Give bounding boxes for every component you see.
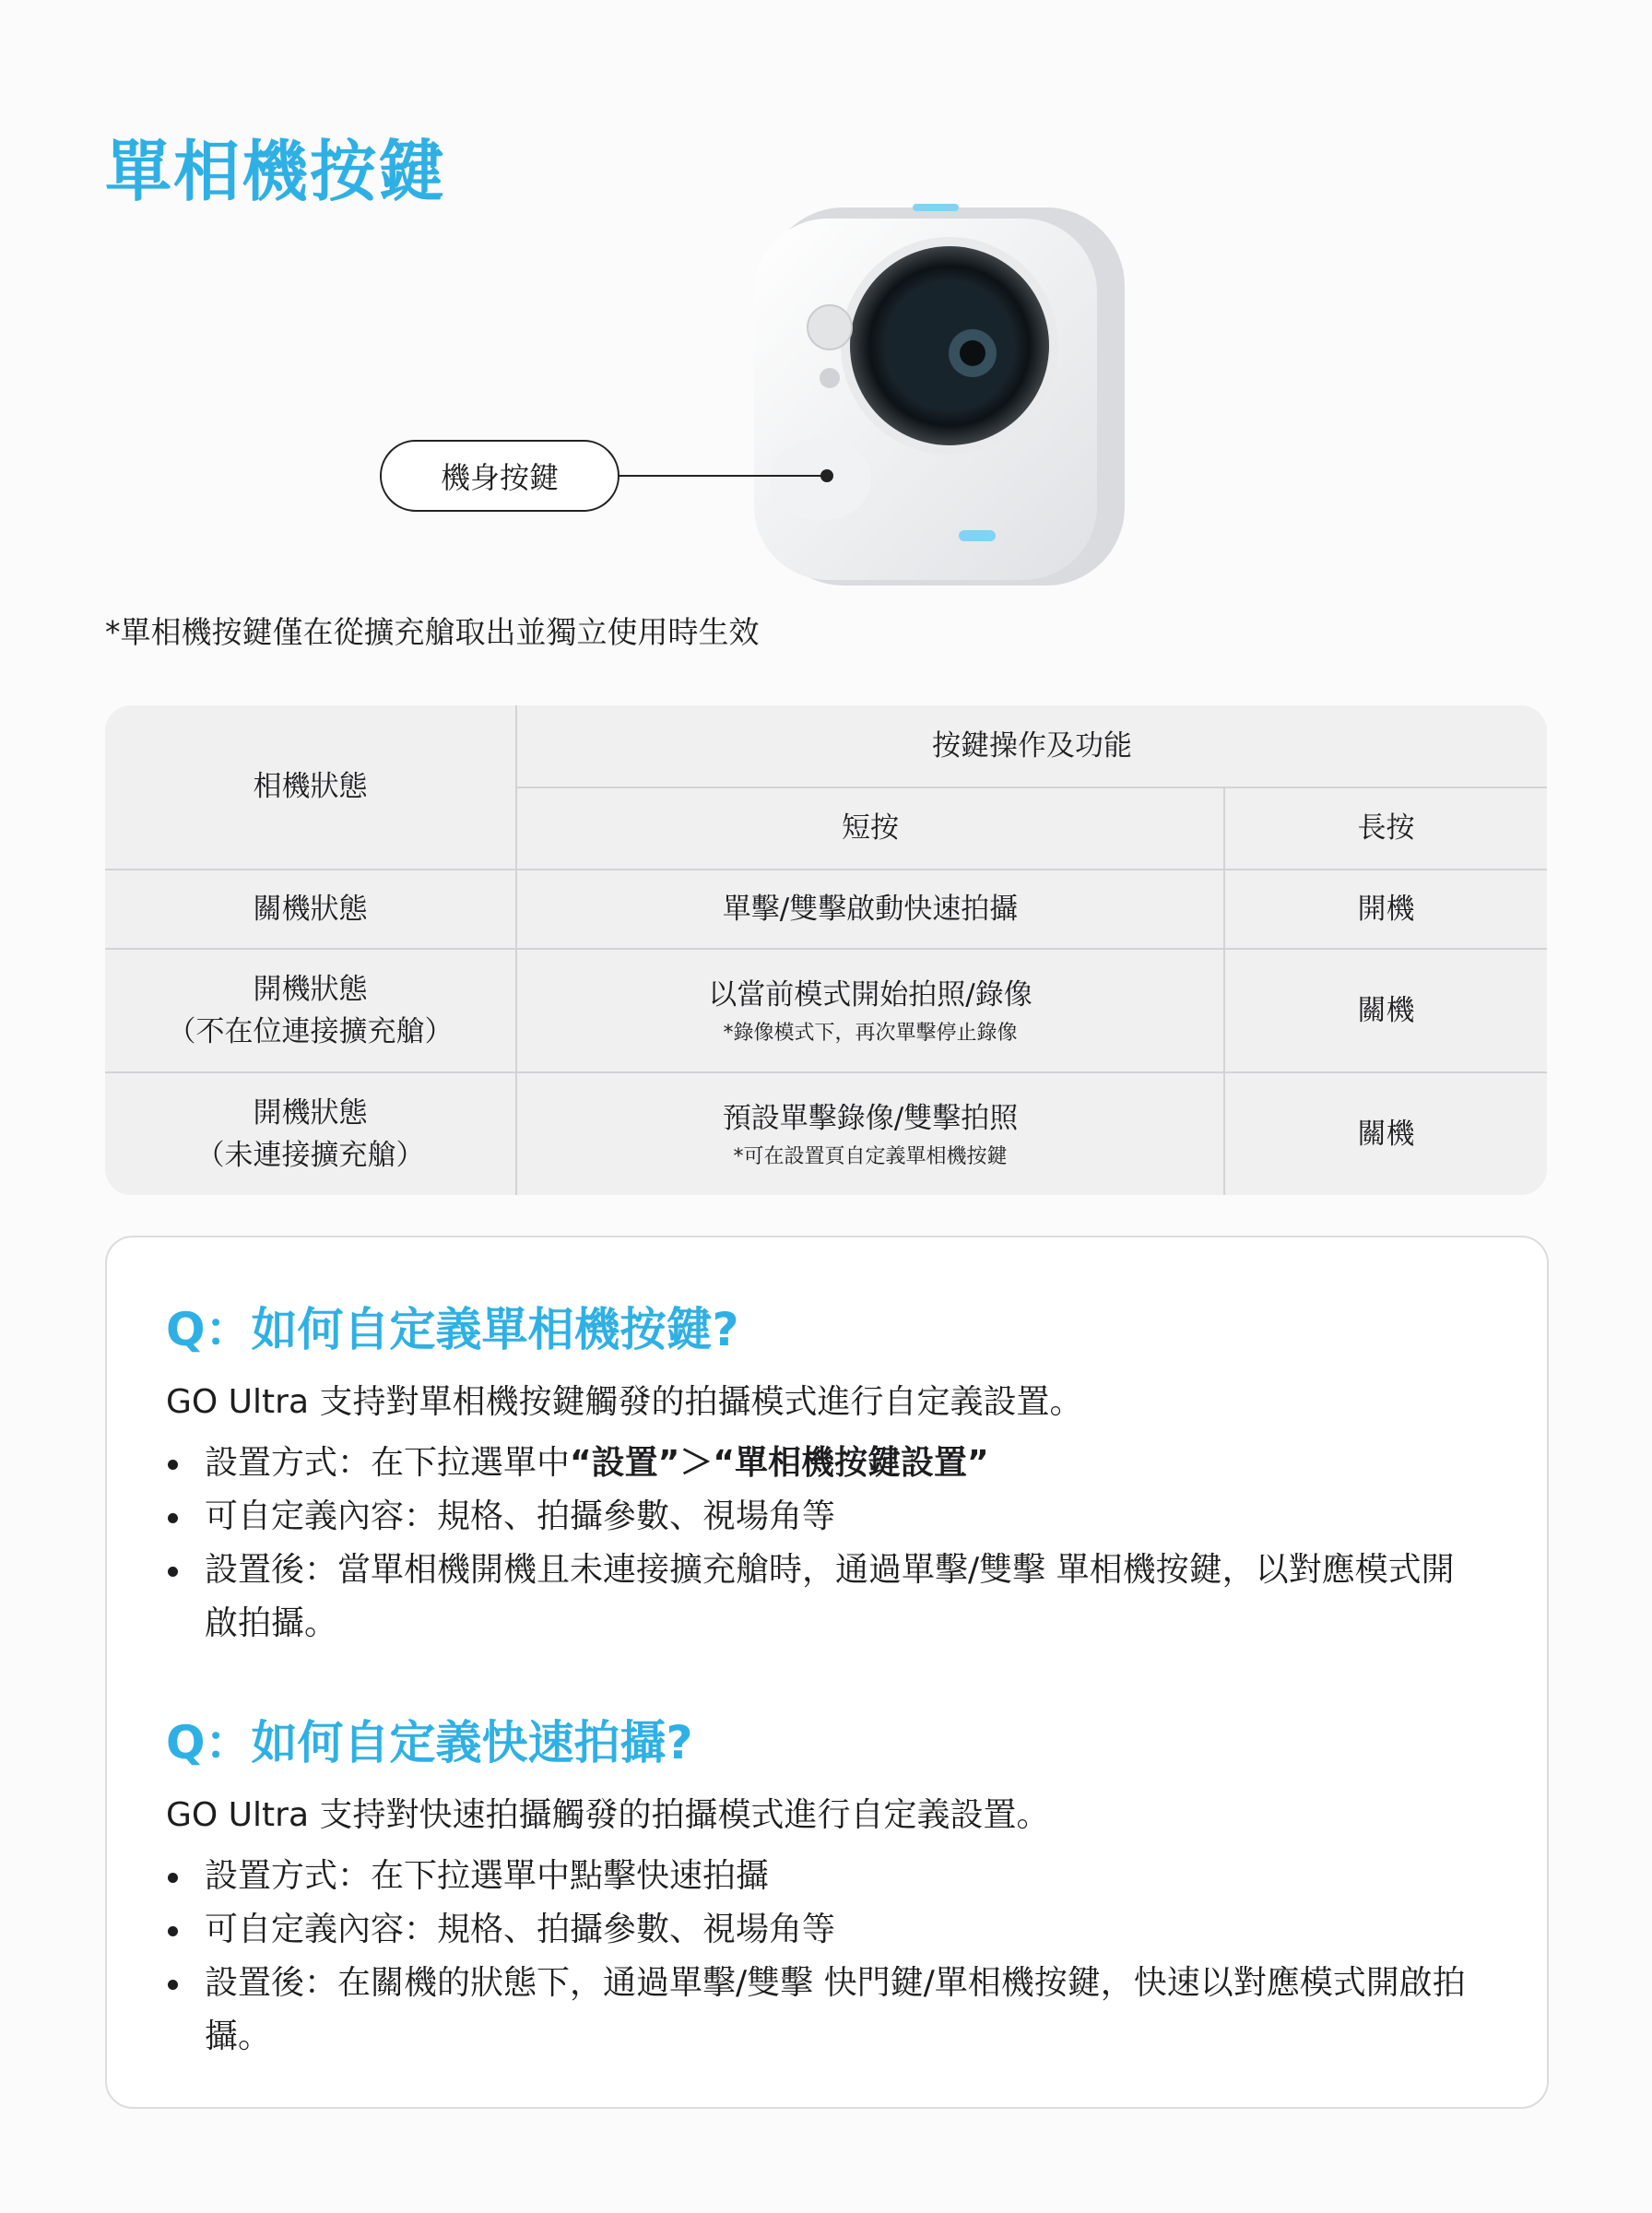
list-item: 設置後：在關機的狀態下，通過單擊/雙擊 快門鍵/單相機按鍵，快速以對應模式開啟拍攝。: [166, 1957, 1475, 2064]
table-header-short: 短按: [842, 811, 899, 846]
faq-card: [105, 1236, 1549, 2109]
table-row-state: 開機狀態 （不在位連接擴充艙）: [167, 972, 454, 1048]
usage-note: *單相機按鍵僅在從擴充艙取出並獨立使用時生效: [105, 614, 760, 650]
list-item: 設置方式：在下拉選單中“設置”＞“單相機按鍵設置”: [166, 1437, 1475, 1490]
faq-bullet-list: [166, 1850, 1475, 2064]
list-item: 可自定義內容：規格、拍攝參數、視場角等: [166, 1903, 1475, 1957]
table-row-short: 預設單擊錄像/雙擊拍照 *可在設置頁自定義單相機按鍵: [722, 1102, 1019, 1168]
faq-intro: GO Ultra 支持對快速拍攝觸發的拍攝模式進行自定義設置。: [166, 1796, 1050, 1834]
list-item: 可自定義內容：規格、拍攝參數、視場角等: [166, 1490, 1475, 1544]
callout-line: [618, 475, 826, 477]
faq-question: Q：如何自定義快速拍攝?: [166, 1716, 693, 1769]
table-row-state: 開機狀態 （未連接擴充艙）: [195, 1095, 425, 1172]
table-row-short: 以當前模式開始拍照/錄像 *錄像模式下，再次單擊停止錄像: [708, 978, 1032, 1045]
callout-label: 機身按鍵: [440, 460, 559, 495]
button-function-table: [105, 705, 1547, 1195]
camera-image: [738, 189, 1143, 595]
faq-question: Q：如何自定義單相機按鍵?: [166, 1303, 739, 1356]
table-header-long: 長按: [1357, 811, 1415, 846]
table-row-long: 開機: [1357, 892, 1415, 926]
table-row-state: 關機狀態: [253, 892, 368, 926]
table-row-long: 關機: [1357, 993, 1415, 1027]
table-header-state: 相機狀態: [253, 770, 368, 804]
table-header-ops: 按鍵操作及功能: [932, 728, 1132, 763]
faq-intro: GO Ultra 支持對單相機按鍵觸發的拍攝模式進行自定義設置。: [166, 1383, 1083, 1421]
faq-bullet-list: [166, 1437, 1475, 1651]
page-title: 單相機按鍵: [105, 133, 447, 210]
callout-dot: [820, 469, 833, 482]
list-item: 設置方式：在下拉選單中點擊快速拍攝: [166, 1850, 1475, 1903]
table-row-short: 單擊/雙擊啟動快速拍攝: [722, 892, 1019, 926]
table-row-long: 關機: [1357, 1117, 1415, 1151]
body-button-callout: [380, 440, 620, 512]
list-item: 設置後：當單相機開機且未連接擴充艙時，通過單擊/雙擊 單相機按鍵，以對應模式開啟拍攝。: [166, 1544, 1475, 1651]
